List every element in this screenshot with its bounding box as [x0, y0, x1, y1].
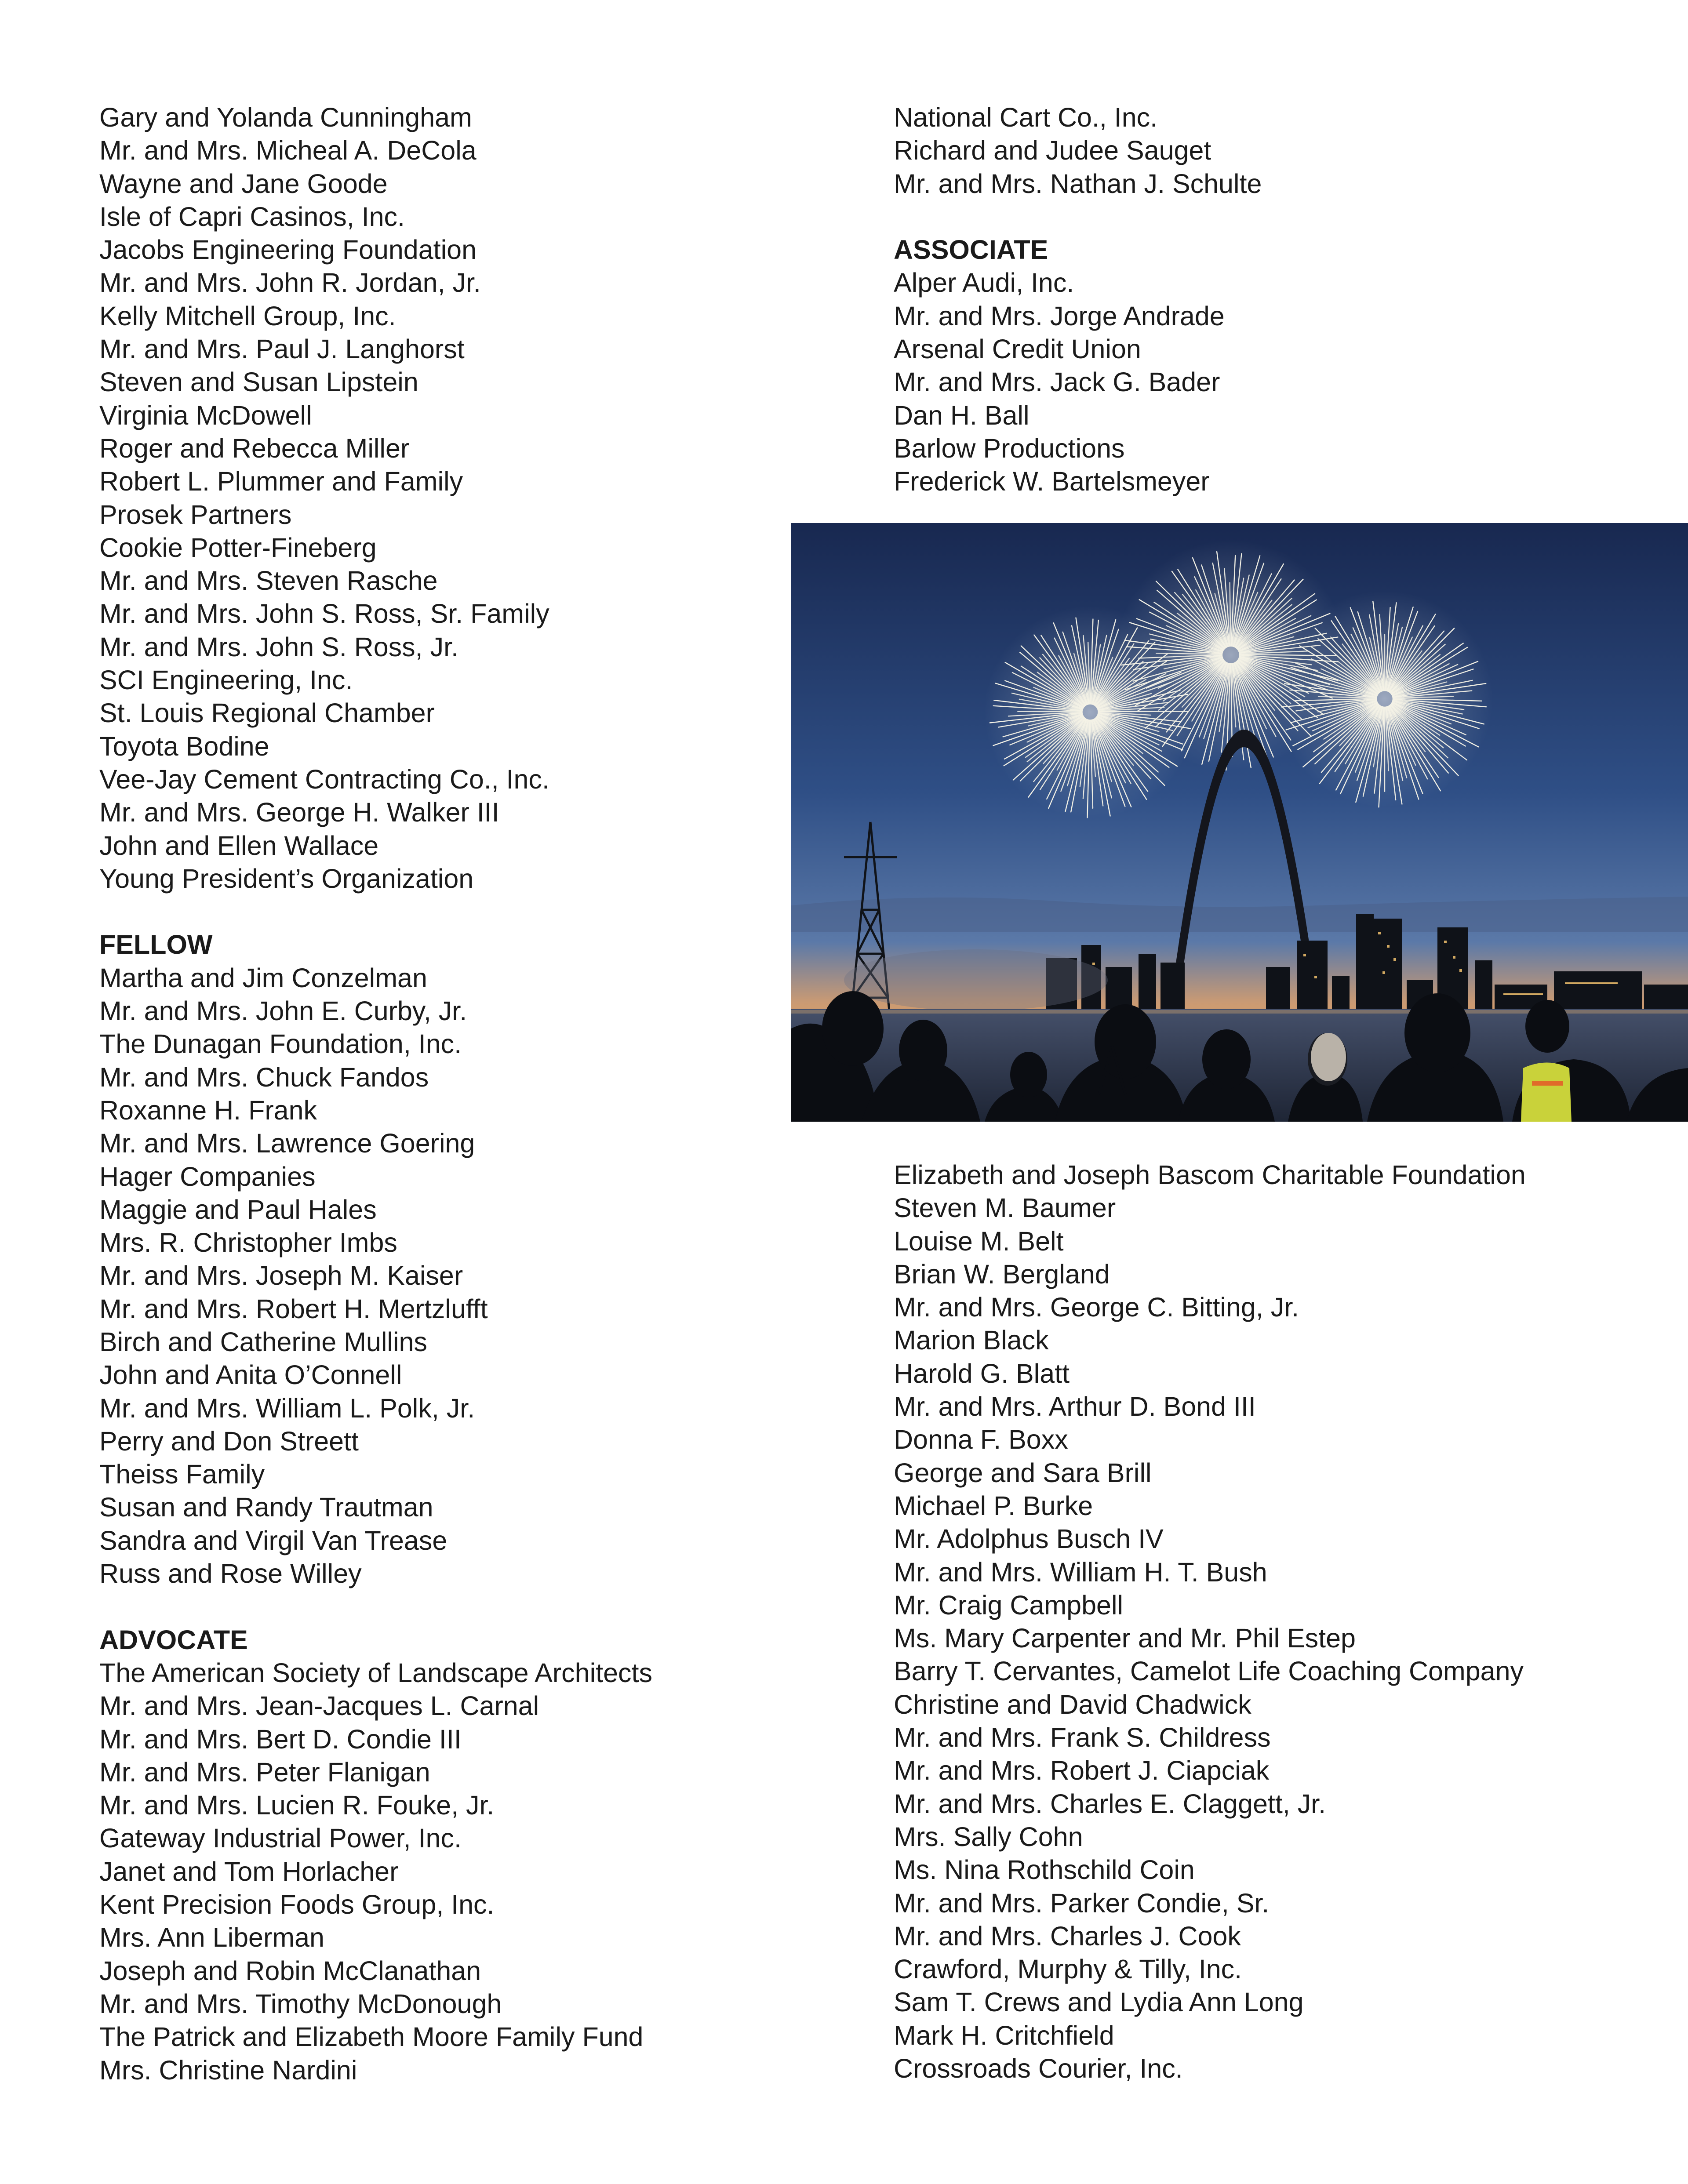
list-item: Barlow Productions	[894, 433, 1125, 463]
associate-section	[894, 233, 1262, 498]
list-item: National Cart Co., Inc.	[894, 102, 1158, 132]
section-heading-associate: ASSOCIATE	[894, 235, 1048, 265]
list-item: Marion Black	[894, 1325, 1049, 1355]
list-item: Richard and Judee Sauget	[894, 135, 1211, 166]
list-item: SCI Engineering, Inc.	[99, 665, 353, 695]
list-item: The Patrick and Elizabeth Moore Family Fund	[99, 2022, 644, 2052]
list-item: Mr. and Mrs. Robert J. Ciapciak	[894, 1755, 1270, 1786]
fireworks-photo	[791, 523, 1688, 1122]
fellow-section	[99, 928, 652, 1590]
list-item: Mr. and Mrs. Timothy McDonough	[99, 1988, 502, 2019]
section-spacer	[894, 200, 1262, 233]
list-item: The American Society of Landscape Architects	[99, 1657, 652, 1688]
list-item: Mr. and Mrs. Steven Rasche	[99, 566, 438, 596]
list-item: Hager Companies	[99, 1161, 316, 1192]
list-item: The Dunagan Foundation, Inc.	[99, 1029, 462, 1059]
list-item: Perry and Don Streett	[99, 1426, 359, 1456]
list-item: Kent Precision Foods Group, Inc.	[99, 1890, 495, 1920]
list-item: Mr. and Mrs. William H. T. Bush	[894, 1557, 1267, 1587]
list-item: Toyota Bodine	[99, 731, 269, 761]
list-item: Susan and Randy Trautman	[99, 1492, 433, 1523]
list-item: Kelly Mitchell Group, Inc.	[99, 301, 396, 331]
advocate-section	[99, 1624, 652, 2087]
list-item: Louise M. Belt	[894, 1226, 1064, 1256]
list-item: Jacobs Engineering Foundation	[99, 235, 477, 265]
list-item: Mrs. R. Christopher Imbs	[99, 1228, 397, 1258]
list-item: Mr. and Mrs. George H. Walker III	[99, 797, 499, 828]
list-item: Martha and Jim Conzelman	[99, 963, 427, 993]
list-item: Mr. and Mrs. Paul J. Langhorst	[99, 334, 465, 364]
list-item: Mr. and Mrs. Chuck Fandos	[99, 1062, 429, 1092]
list-item: Mrs. Christine Nardini	[99, 2055, 357, 2085]
smoke	[844, 949, 1108, 1011]
list-item: Mr. and Mrs. Parker Condie, Sr.	[894, 1888, 1270, 1918]
list-item: Robert L. Plummer and Family	[99, 466, 463, 497]
spectator-light-hair	[1311, 1033, 1346, 1081]
list-item: Mr. Adolphus Busch IV	[894, 1524, 1164, 1554]
list-item: Roxanne H. Frank	[99, 1095, 317, 1125]
list-item: Crossroads Courier, Inc.	[894, 2053, 1183, 2084]
intro-name-list	[99, 101, 652, 895]
list-item: Maggie and Paul Hales	[99, 1194, 377, 1225]
list-item: Sam T. Crews and Lydia Ann Long	[894, 1987, 1304, 2017]
list-item: Vee-Jay Cement Contracting Co., Inc.	[99, 764, 549, 794]
list-item: Steven and Susan Lipstein	[99, 367, 418, 397]
list-item: St. Louis Regional Chamber	[99, 698, 435, 728]
list-item: Mr. and Mrs. Nathan J. Schulte	[894, 168, 1262, 199]
list-item: Virginia McDowell	[99, 400, 312, 430]
list-item: Elizabeth and Joseph Bascom Charitable Foundation	[894, 1160, 1526, 1190]
list-item: Alper Audi, Inc.	[894, 268, 1074, 298]
list-item: Gateway Industrial Power, Inc.	[99, 1823, 462, 1853]
list-item: Mark H. Critchfield	[894, 2020, 1114, 2050]
list-item: Roger and Rebecca Miller	[99, 433, 410, 463]
list-item: John and Ellen Wallace	[99, 830, 379, 861]
list-item: Mr. Craig Campbell	[894, 1590, 1124, 1620]
section-heading-advocate: ADVOCATE	[99, 1624, 248, 1655]
list-item: Birch and Catherine Mullins	[99, 1326, 427, 1357]
list-item: Mr. and Mrs. Joseph M. Kaiser	[99, 1261, 463, 1291]
safety-vest	[1521, 1063, 1572, 1122]
list-item: Joseph and Robin McClanathan	[99, 1955, 481, 1986]
list-item: Michael P. Burke	[894, 1490, 1093, 1521]
list-item: Mr. and Mrs. Robert H. Mertzlufft	[99, 1294, 488, 1324]
list-item: Brian W. Bergland	[894, 1259, 1110, 1289]
advocate-continued-list	[894, 101, 1262, 200]
associate-continued-list	[894, 1159, 1526, 2085]
list-item: Donna F. Boxx	[894, 1425, 1068, 1455]
list-item: Mr. and Mrs. George C. Bitting, Jr.	[894, 1292, 1299, 1323]
list-item: Ms. Nina Rothschild Coin	[894, 1855, 1195, 1885]
list-item: Mr. and Mrs. Charles J. Cook	[894, 1921, 1241, 1951]
section-spacer	[99, 895, 652, 928]
list-item: Crawford, Murphy & Tilly, Inc.	[894, 1954, 1242, 1984]
list-item: Theiss Family	[99, 1459, 265, 1490]
list-item: Janet and Tom Horlacher	[99, 1856, 399, 1886]
right-column-top	[894, 101, 1262, 498]
list-item: Mr. and Mrs. John S. Ross, Sr. Family	[99, 599, 549, 629]
list-item: Dan H. Ball	[894, 400, 1030, 430]
list-item: Steven M. Baumer	[894, 1193, 1116, 1223]
list-item: Mr. and Mrs. Micheal A. DeCola	[99, 135, 477, 166]
list-item: Mr. and Mrs. Jean-Jacques L. Carnal	[99, 1691, 539, 1721]
list-item: Arsenal Credit Union	[894, 334, 1141, 364]
list-item: John and Anita O’Connell	[99, 1360, 402, 1390]
list-item: Mr. and Mrs. John S. Ross, Jr.	[99, 632, 458, 662]
list-item: Mr. and Mrs. William L. Polk, Jr.	[99, 1393, 475, 1423]
right-column-bottom	[894, 1159, 1526, 2085]
list-item: Isle of Capri Casinos, Inc.	[99, 201, 405, 232]
list-item: Christine and David Chadwick	[894, 1689, 1251, 1719]
list-item: George and Sara Brill	[894, 1457, 1152, 1488]
list-item: Mr. and Mrs. John E. Curby, Jr.	[99, 996, 467, 1026]
list-item: Mr. and Mrs. John R. Jordan, Jr.	[99, 268, 481, 298]
list-item: Prosek Partners	[99, 499, 292, 530]
list-item: Frederick W. Bartelsmeyer	[894, 466, 1210, 497]
list-item: Mr. and Mrs. Bert D. Condie III	[99, 1724, 462, 1754]
list-item: Wayne and Jane Goode	[99, 168, 388, 199]
list-item: Sandra and Virgil Van Trease	[99, 1525, 447, 1555]
list-item: Mr. and Mrs. Jack G. Bader	[894, 367, 1220, 397]
list-item: Mr. and Mrs. Lawrence Goering	[99, 1128, 475, 1159]
list-item: Russ and Rose Willey	[99, 1559, 362, 1589]
list-item: Mr. and Mrs. Arthur D. Bond III	[894, 1392, 1256, 1422]
section-heading-fellow: FELLOW	[99, 930, 213, 960]
list-item: Mrs. Ann Liberman	[99, 1922, 324, 1953]
list-item: Mr. and Mrs. Frank S. Childress	[894, 1722, 1271, 1753]
list-item: Ms. Mary Carpenter and Mr. Phil Estep	[894, 1623, 1356, 1653]
list-item: Young President’s Organization	[99, 863, 474, 894]
list-item: Gary and Yolanda Cunningham	[99, 102, 472, 132]
list-item: Mr. and Mrs. Charles E. Claggett, Jr.	[894, 1788, 1326, 1819]
left-column	[99, 101, 652, 2087]
list-item: Barry T. Cervantes, Camelot Life Coaching Company	[894, 1656, 1524, 1686]
list-item: Mrs. Sally Cohn	[894, 1821, 1083, 1852]
list-item: Cookie Potter-Fineberg	[99, 532, 377, 563]
list-item: Mr. and Mrs. Jorge Andrade	[894, 301, 1225, 331]
list-item: Harold G. Blatt	[894, 1358, 1070, 1388]
section-spacer	[99, 1590, 652, 1623]
list-item: Mr. and Mrs. Lucien R. Fouke, Jr.	[99, 1790, 495, 1821]
list-item: Mr. and Mrs. Peter Flanigan	[99, 1757, 430, 1787]
